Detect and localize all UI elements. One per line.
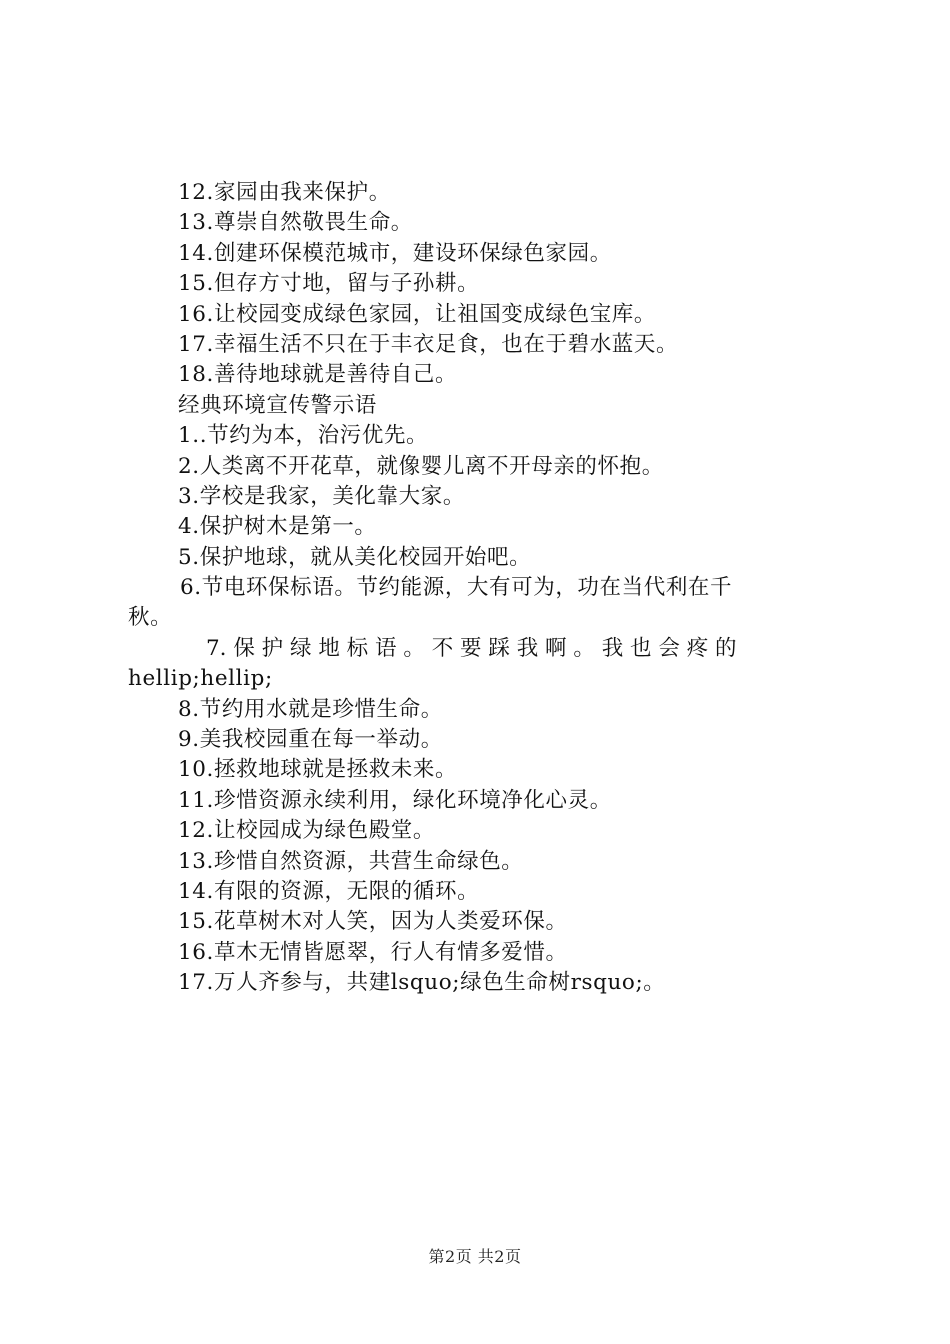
text-line: 18.善待地球就是善待自己。 (178, 362, 458, 388)
page-number-footer: 第2页 共2页 (428, 1247, 522, 1266)
text-line: 12.让校园成为绿色殿堂。 (178, 818, 435, 844)
text-line: 15.花草树木对人笑，因为人类爱环保。 (178, 909, 568, 935)
document-body (128, 178, 832, 999)
text-line-continuation: hellip;hellip; (128, 666, 273, 692)
text-line: 1..节约为本，治污优先。 (178, 423, 429, 449)
text-line: 16.草木无情皆愿翠，行人有情多爱惜。 (178, 939, 568, 965)
text-line: 15.但存方寸地，留与子孙耕。 (178, 271, 480, 297)
text-line: 9.美我校园重在每一举动。 (178, 727, 443, 753)
text-line: 17.幸福生活不只在于丰衣足食，也在于碧水蓝天。 (178, 331, 679, 357)
text-line: 14.有限的资源，无限的循环。 (178, 878, 480, 904)
text-line: 5.保护地球，就从美化校园开始吧。 (178, 544, 532, 570)
text-line: 7. 保 护 绿 地 标 语 。 不 要 踩 我 啊 。 我 也 会 疼 的 (206, 635, 737, 661)
text-line: 16.让校园变成绿色家园，让祖国变成绿色宝库。 (178, 301, 656, 327)
text-line: 4.保护树木是第一。 (178, 514, 377, 540)
text-line: 2.人类离不开花草，就像婴儿离不开母亲的怀抱。 (178, 453, 664, 479)
text-line: 3.学校是我家，美化靠大家。 (178, 483, 465, 509)
section-heading: 经典环境宣传警示语 (178, 392, 377, 418)
text-line: 10.拯救地球就是拯救未来。 (178, 757, 458, 783)
text-line: 13.珍惜自然资源，共营生命绿色。 (178, 848, 524, 874)
text-line: 17.万人齐参与，共建lsquo;绿色生命树rsquo;。 (178, 970, 666, 996)
text-line-continuation: 秋。 (128, 605, 173, 631)
text-line: 13.尊崇自然敬畏生命。 (178, 210, 413, 236)
text-line: 14.创建环保模范城市，建设环保绿色家园。 (178, 240, 612, 266)
text-line: 11.珍惜资源永续利用，绿化环境净化心灵。 (178, 787, 612, 813)
text-line: 8.节约用水就是珍惜生命。 (178, 696, 443, 722)
text-line: 6.节电环保标语。节约能源，大有可为，功在当代利在千 (180, 575, 733, 601)
text-line: 12.家园由我来保护。 (178, 180, 391, 205)
